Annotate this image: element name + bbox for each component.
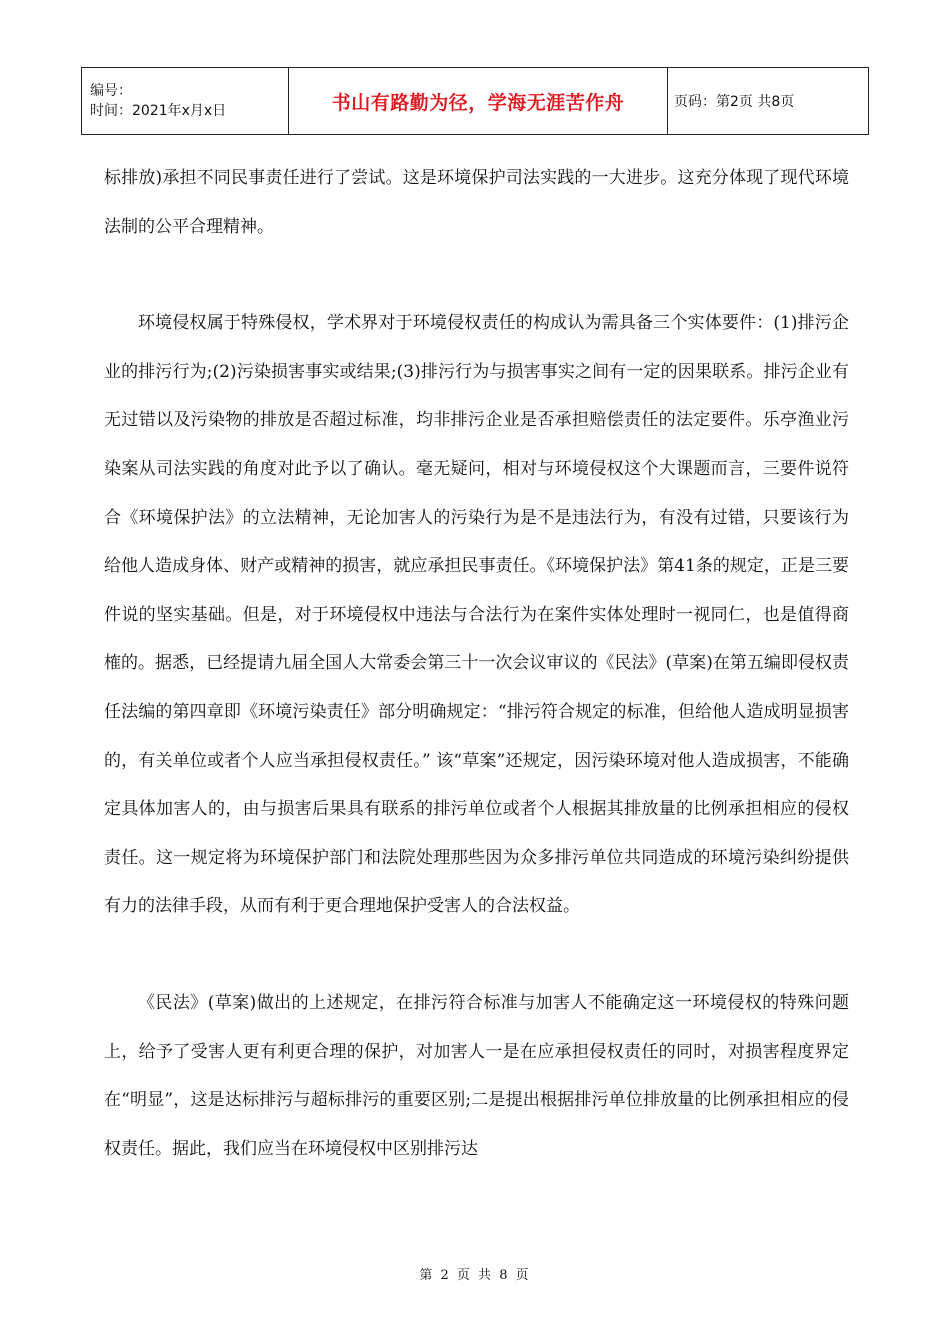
body-paragraph-continued: 标排放)承担不同民事责任进行了尝试。这是环境保护司法实践的一大进步。这充分体现了现代环境法制的公平合理精神。 [104, 168, 849, 237]
body-paragraph: 《民法》(草案)做出的上述规定，在排污符合标准与加害人不能确定这一环境侵权的特殊问题上，给予了受害人更有利更合理的保护，对加害人一是在应承担侵权责任的同时，对损害程度界定在“明显”，这是达标排污与超标排污的重要区别;二是提出根据排污单位排放量的比例承担相应的侵权责任。据此，我们应当在环境侵权中区别排污达 [104, 992, 849, 1159]
document-header [81, 67, 869, 135]
document-number-label: 编号： [90, 83, 132, 99]
document-body [104, 154, 849, 1173]
body-paragraph: 环境侵权属于特殊侵权，学术界对于环境侵权责任的构成认为需具备三个实体要件：(1)排污企业的排污行为;(2)污染损害事实或结果;(3)排污行为与损害事实之间有一定的因果联系。排污企业有无过错以及污染物的排放是否超过标准，均非排污企业是否承担赔偿责任的法定要件。乐亭渔业污染案从司法实践的角度对此予以了确认。毫无疑问，相对与环境侵权这个大课题而言，三要件说符合《环境保护法》的立法精神，无论加害人的污染行为是不是违法行为，有没有过错，只要该行为给他人造成身体、财产或精神的损害，就应承担民事责任。《环境保护法》第41条的规定，正是三要件说的坚实基础。但是，对于环境侵权中违法与合法行为在案件实体处理时一视同仁，也是值得商榷的。据悉，已经提请九届全国人大常委会第三十一次会议审议的《民法》(草案)在第五编即侵权责任法编的第四章即《环境污染责任》部分明确规定：“排污符合规定的标准，但给他人造成明显损害的，有关单位或者个人应当承担侵权责任。” 该“草案”还规定，因污染环境对他人造成损害，不能确定具体加害人的，由与损害后果具有联系的排污单位或者个人根据其排放量的比例承担相应的侵权责任。这一规定将为环境保护部门和法院处理那些因为众多排污单位共同造成的环境污染纠纷提供有力的法律手段，从而有利于更合理地保护受害人的合法权益。 [104, 313, 849, 917]
document-date-label: 时间：2021年x月x日 [90, 103, 227, 119]
header-page-number: 页码：第2页 共8页 [668, 68, 869, 135]
header-meta-cell [82, 68, 289, 135]
page-footer: 第 2 页 共 8 页 [419, 1268, 531, 1283]
header-motto: 书山有路勤为径，学海无涯苦作舟 [289, 68, 668, 135]
